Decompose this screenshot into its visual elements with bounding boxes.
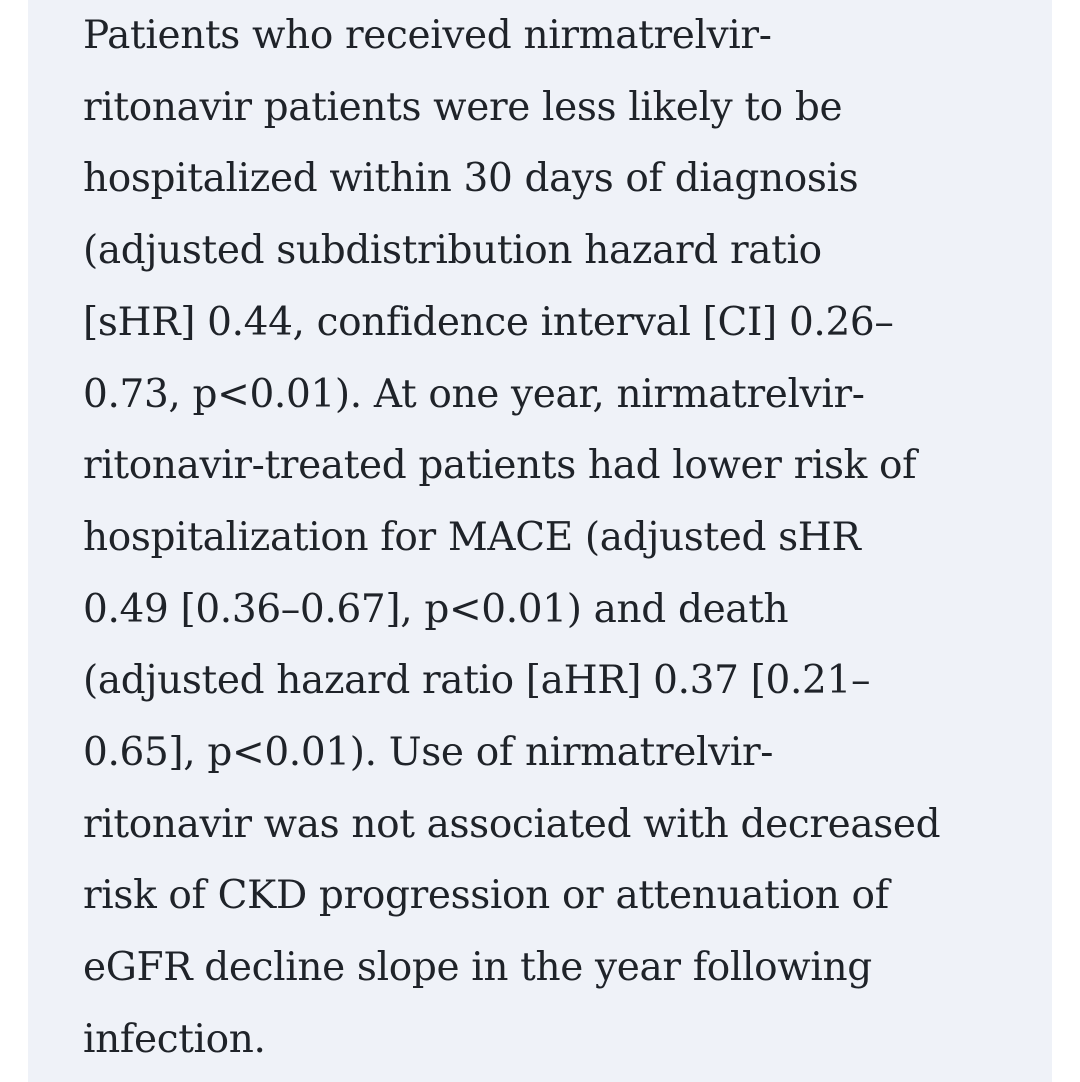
abstract-line: 0.65], p<0.01). Use of nirmatrelvir-	[83, 730, 774, 776]
abstract-line: (adjusted subdistribution hazard ratio	[83, 228, 822, 274]
abstract-line: eGFR decline slope in the year following	[83, 945, 872, 991]
abstract-line: 0.73, p<0.01). At one year, nirmatrelvir-	[83, 371, 865, 417]
abstract-line: risk of CKD progression or attenuation of	[83, 873, 889, 919]
abstract-paragraph	[83, 0, 1063, 1076]
abstract-line: hospitalized within 30 days of diagnosis	[83, 156, 859, 202]
abstract-line: ritonavir patients were less likely to be	[83, 84, 843, 130]
abstract-line: (adjusted hazard ratio [aHR] 0.37 [0.21–	[83, 658, 871, 704]
abstract-line: ritonavir-treated patients had lower risk of	[83, 443, 917, 489]
abstract-line: [sHR] 0.44, confidence interval [CI] 0.26–	[83, 299, 894, 345]
abstract-line: 0.49 [0.36–0.67], p<0.01) and death	[83, 586, 789, 632]
abstract-line: hospitalization for MACE (adjusted sHR	[83, 514, 861, 560]
abstract-line: infection.	[83, 1016, 266, 1062]
abstract-line: ritonavir was not associated with decreased	[83, 801, 941, 847]
abstract-line: Patients who received nirmatrelvir-	[83, 13, 772, 58]
